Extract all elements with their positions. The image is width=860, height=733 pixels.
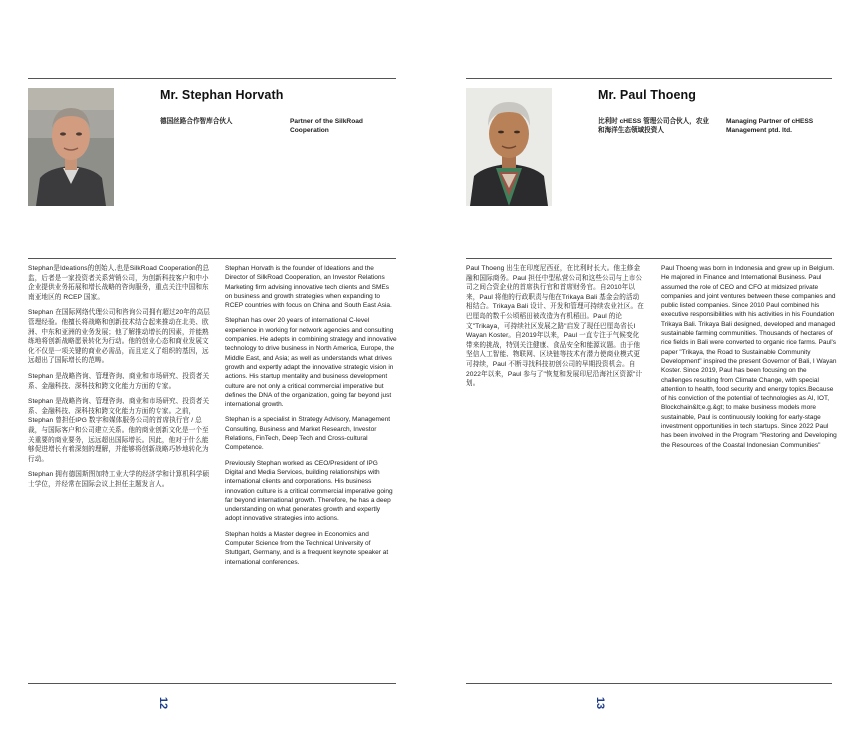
person-name: Mr. Stephan Horvath	[160, 88, 284, 102]
bio-en-paragraph: Stephan Horvath is the founder of Ideations and the Director of SilkRoad Cooperation, an Investor Relations Marketing firm advising innovative tech clients and SMEs on business and growth strategies when expanding to RCEP countries with focus on China and South East Asia.	[225, 265, 392, 310]
header-rule	[466, 258, 832, 259]
bio-cn-paragraph: Stephan 是战略咨询、管理咨询、商业和市场研究、投资者关系、金融科技、深科技和跨文化能力方面的专家。之前，Stephan 曾担任IPG 数字和媒体服务公司的首席执行官 / 总裁，与国际客户和公司建立关系。他的商业创新文化是一个至关重要的商业要务，远远超出国际增长。因此，他对于什么能够促进增长有着深刻的理解，并能够将创新战略巧妙地转化为行动。	[28, 398, 210, 463]
top-rule	[466, 78, 832, 79]
bio-en-paragraph: Stephan is a specialist in Strategy Advisory, Management Consulting, Business and Market Research, Investor Relations, FinTech, Deep Tech and Cross-cultural Competence.	[225, 416, 390, 452]
person-name: Mr. Paul Thoeng	[598, 88, 697, 102]
top-rule	[28, 78, 396, 79]
bio-cn-paragraph: Stephan 拥有德国斯图加特工业大学的经济学和计算机科学硕士学位，并经常在国际会议上担任主题发言人。	[28, 471, 210, 488]
bio-en-paragraph: Paul Thoeng was born in Indonesia and grew up in Belgium. He majored in Finance and International Business. Paul assumed the role of CEO and CFO at midsized private companies and joint ventures between these companies and public listed companies. Since 2010 Paul combined his executive responsibilities with his activities in his Foundation Trikaya Bali. Trikaya Bali designed, developed and managed sustainable farming communities. Thousands of hectares of rice fields in Bali were converted to organic rice farms. Paul's paper "Trikaya, the Road to Sustainable Community Development" inspired the present Governor of Bali, I Wayan Koster. Since 2019, Paul has been focusing on the challenges resulting from Climate Change, with special attention to health, food security and energy topics.Because of his conviction of the potential of technologies as AI, IOT, Blockchain&lt;e.g.&gt; to make business models more sustainable, Paul is continuously looking for early-stage investment opportunities in tech startups. Since 2022 Paul has been involved in the Program "Restoring and Developing the Resources of the Coastal Indonesian Communities"	[661, 265, 837, 449]
bio-en-paragraph: Previously Stephan worked as CEO/President of IPG Digital and Media Services, building relationships with international clients and corporations. His business innovation culture is a critical commercial imperative going far beyond international growth. Therefore, he has a deep understanding on what generates growth and expertly adopt innovative strategies into actions.	[225, 459, 393, 523]
page-number: 12	[157, 696, 170, 710]
bio-cn-paragraph: Stephan 在国际网络代理公司和咨询公司拥有超过20年的高层管理经验。他擅长将战略和创新技术结合起来推动在北美、欧洲、中东和亚洲的业务发展；他了解推动增长的因素，并能熟练地将创新战略愿景转化为行动。他的创业心态和商业发展文化不仅是一项关键的商业必需品，而且定义了组织的基因，远远超出了国际增长的范畴。	[28, 309, 210, 365]
person-title-en: Managing Partner of cHESS Management ptd. ltd.	[726, 118, 814, 134]
right-page	[430, 0, 860, 733]
bio-cn-paragraph: Stephan 是战略咨询、管理咨询、商业和市场研究、投资者关系、金融科技、深科技和跨文化能力方面的专家。	[28, 372, 210, 390]
bio-en-column	[661, 264, 837, 456]
person-title-en: Partner of the SilkRoad Cooperation	[290, 118, 363, 134]
bio-cn-paragraph: Stephan是Ideations的创始人,也是SilkRoad Cooperation的总监，后者是一家投资者关系营销公司，为创新科技客户和中小企业提供业务拓展和增长战略的咨询服务，重点关注中国和东南亚地区的 RCEP 国家。	[28, 265, 210, 301]
footer-rule	[28, 683, 396, 684]
person-title-cn: 比利时 cHESS 管理公司合伙人，农业和海洋生态领域投资人	[598, 118, 710, 134]
bio-cn-column	[28, 264, 210, 495]
portrait-image	[466, 88, 552, 206]
bio-en-paragraph: Stephan holds a Master degree in Economics and Computer Science from the Technical University of Stuttgart, Germany, and is a frequent keynote speaker at international conferences.	[225, 530, 389, 566]
bio-cn-paragraph: Paul Thoeng 出生在印度尼西亚，在比利时长大。他主修金融和国际商务。Paul 担任中型私营公司和这些公司与上市公司之间合资企业的首席执行官和首席财务官。自2010年以来，Paul 将他的行政职责与他在Trikaya Bali 基金会的活动相结合。Trikaya Bali 设计、开发和管理可持续农业社区。在巴厘岛的数千公顷稻田被改造为有机稻田。Paul 的论文"Trikaya，可持续社区发展之路"启发了现任巴厘岛省长I Wayan Koster。自2019年以来，Paul 一直专注于气候变化带来的挑战，特别关注健康、食品安全和能源议题。由于他坚信人工智能、物联网、区块链等技术有潜力使商业模式更可持续，Paul 不断寻找科技初创公司的早期投资机会。自2022年以来，Paul 参与了"恢复和发展印尼沿海社区资源"计划。	[466, 265, 644, 388]
portrait-image	[28, 88, 114, 206]
page-number: 13	[594, 696, 607, 710]
bio-en-column	[225, 264, 397, 573]
portrait-photo-paul	[466, 88, 552, 206]
header-rule	[28, 258, 396, 259]
bio-en-paragraph: Stephan has over 20 years of international C-level experience in working for network agencies and consulting companies. He adepts in combining strategy and innovative technology to drive business in North America, Europe, the Middle East, and Asia; as well as understands what drives growth and expertly adapt the innovative strategic vision in actions. His startup mentality and business development culture are not only a critical commercial imperative but defines the DNA of the organization, going far beyond just international growth.	[225, 317, 397, 409]
portrait-photo-stephan	[28, 88, 114, 206]
bio-cn-column	[466, 264, 644, 395]
person-title-cn: 德国丝路合作智库合伙人	[160, 118, 233, 125]
footer-rule	[466, 683, 832, 684]
